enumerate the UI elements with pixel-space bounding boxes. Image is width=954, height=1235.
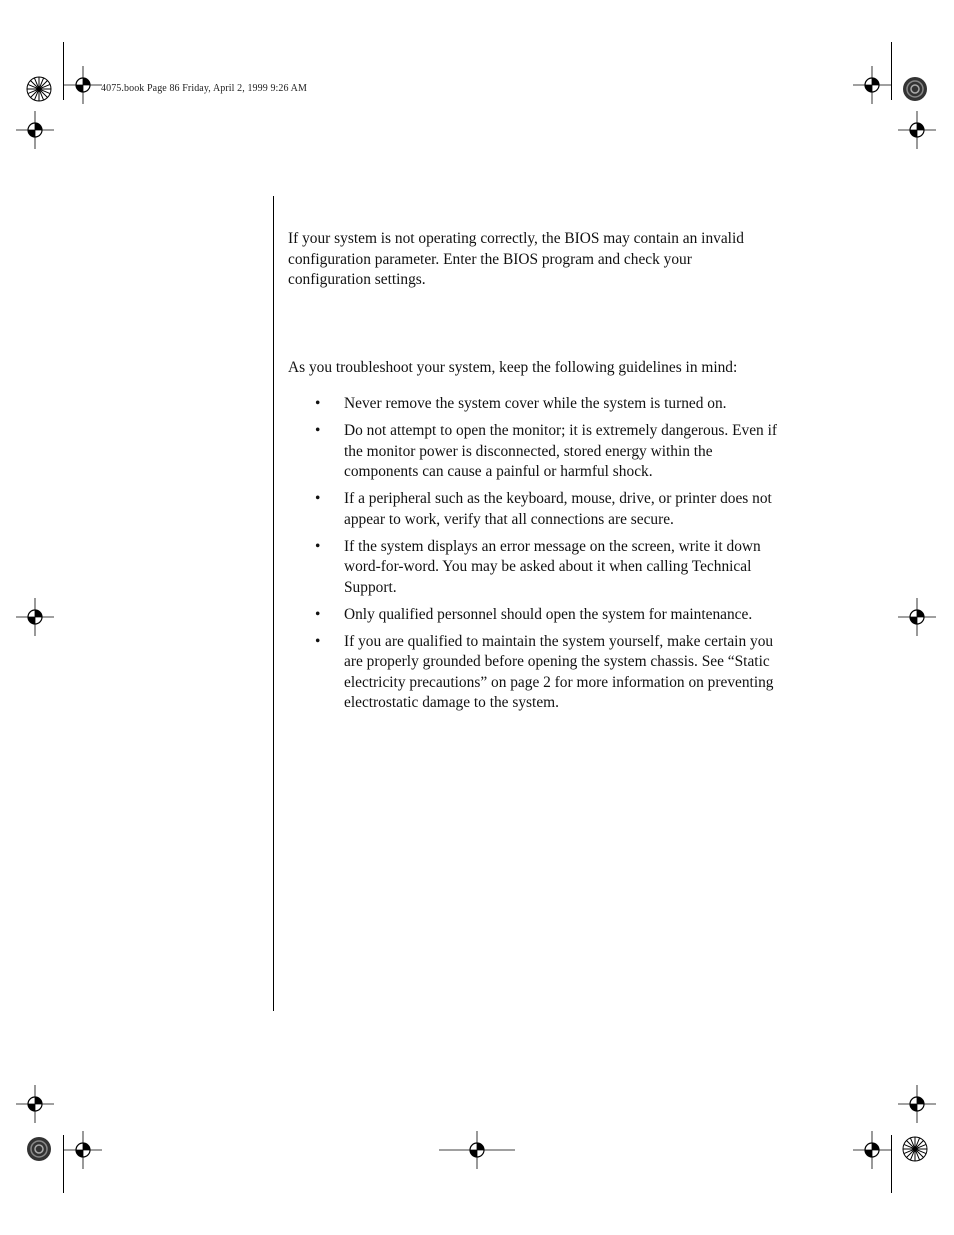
bullet-icon: • <box>315 537 321 555</box>
registration-mark-right-middle <box>898 598 936 636</box>
list-item <box>288 394 788 415</box>
bullet-icon: • <box>315 422 321 439</box>
registration-mark-bottom-right <box>853 1131 891 1169</box>
registration-mark-bottom-center <box>439 1131 515 1169</box>
list-item <box>288 421 788 483</box>
bullet-icon: • <box>315 490 321 507</box>
bullet-icon: • <box>315 605 321 623</box>
list-item-text: If a peripheral such as the keyboard, mouse, drive, or printer does not appear to work, verify that all connections are secure. <box>344 490 772 528</box>
list-item <box>288 632 788 714</box>
guidelines-list <box>288 394 788 720</box>
list-item-text: Only qualified personnel should open the system for maintenance. <box>344 605 753 623</box>
starburst-target-bottom-right <box>902 1136 928 1162</box>
color-target-top-right <box>902 76 928 102</box>
registration-mark-left-upper <box>16 111 54 149</box>
bullet-icon: • <box>315 395 321 412</box>
starburst-target-top-left <box>26 76 52 102</box>
list-item-text: If you are qualified to maintain the system yourself, make certain you are properly grounded before opening the system chassis. See “Static electricity precautions” on page 2 for more information on preventing electrostatic damage to the system. <box>344 632 774 711</box>
color-target-bottom-left <box>26 1136 52 1162</box>
margin-rule <box>273 196 274 1011</box>
list-item-text: If the system displays an error message on the screen, write it down word-for-word. You may be asked about it when calling Technical Support. <box>344 537 761 596</box>
print-slug: 4075.book Page 86 Friday, April 2, 1999 9:26 AM <box>101 83 307 94</box>
list-item-text: Never remove the system cover while the system is turned on. <box>344 395 727 412</box>
registration-mark-top-left <box>64 66 102 104</box>
registration-mark-right-lower <box>898 1085 936 1123</box>
crop-line-bottom-right-v <box>891 1135 892 1193</box>
crop-line-top-right-v <box>891 42 892 100</box>
registration-mark-left-middle <box>16 598 54 636</box>
bullet-icon: • <box>315 632 321 650</box>
registration-mark-left-lower <box>16 1085 54 1123</box>
list-item <box>288 537 788 599</box>
list-item <box>288 489 788 530</box>
list-item-text: Do not attempt to open the monitor; it is extremely dangerous. Even if the monitor power is disconnected, stored energy within the components can cause a painful or harmful shock. <box>344 422 777 480</box>
registration-mark-right-upper <box>898 111 936 149</box>
bios-paragraph: If your system is not operating correctly, the BIOS may contain an invalid configuration parameter. Enter the BIOS program and check your configuration settings. <box>288 230 744 288</box>
registration-mark-top-right <box>853 66 891 104</box>
guidelines-intro: As you troubleshoot your system, keep the following guidelines in mind: <box>288 359 738 376</box>
list-item <box>288 605 788 626</box>
registration-mark-bottom-left <box>64 1131 102 1169</box>
